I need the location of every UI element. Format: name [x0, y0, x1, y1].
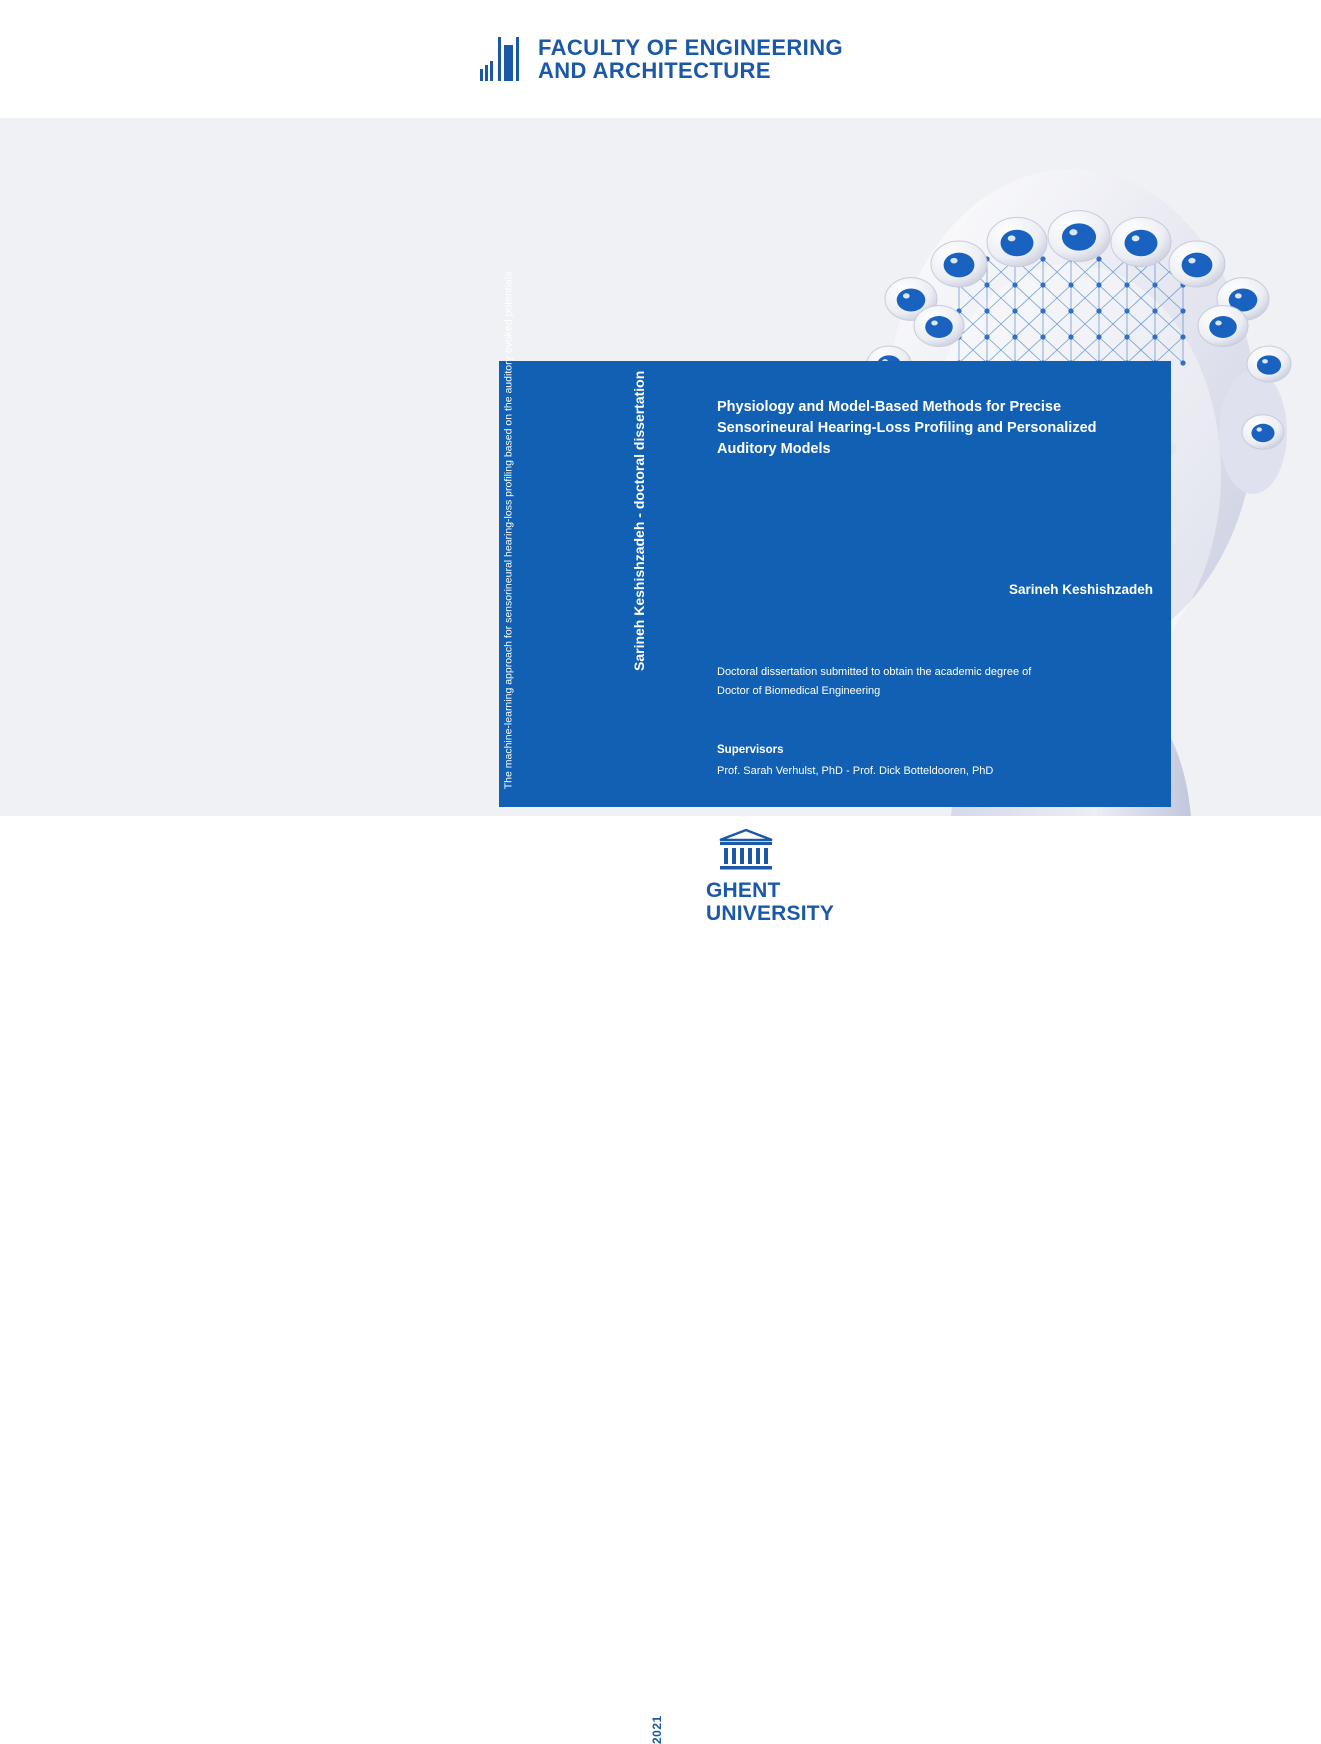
faculty-title-line1: FACULTY OF ENGINEERING — [537, 34, 843, 60]
spine-subtitle — [502, 268, 563, 789]
dissertation-title: Physiology and Model-Based Methods for Precise Sensorineural Hearing-Loss Profiling and Personalized Auditory Models — [717, 399, 1097, 458]
spine-year: 2021 — [650, 1715, 664, 1744]
faculty-logo — [478, 35, 843, 83]
cover-details — [717, 361, 1171, 807]
dissertation-author: Sarineh Keshishzadeh — [1008, 582, 1153, 597]
page-header — [0, 0, 1321, 118]
spine-author-text: Sarineh Keshishzadeh - doctoral dissertation — [631, 370, 647, 671]
degree-line-2: Doctor of Biomedical Engineering — [717, 685, 881, 698]
degree-statement — [717, 663, 1031, 702]
degree-line-1: Doctoral dissertation submitted to obtain the academic degree of — [717, 666, 1032, 678]
ghent-university-crest-icon — [716, 828, 776, 872]
faculty-title — [538, 36, 843, 83]
cover-info-panel — [499, 268, 1171, 807]
cover-artwork — [0, 118, 1321, 816]
page-footer — [0, 816, 1321, 1744]
ghent-university-logo — [706, 828, 834, 925]
ghent-university-name — [706, 880, 834, 925]
faculty-building-icon — [478, 35, 526, 83]
supervisors-names: Prof. Sarah Verhulst, PhD - Prof. Dick Botteldooren, PhD — [717, 765, 994, 777]
faculty-title-line2: AND ARCHITECTURE — [537, 58, 771, 83]
spine-subtitle-text: The machine-learning approach for sensorineural hearing-loss profiling based on the auditory evoked potentials. — [502, 268, 515, 789]
ghent-university-line2: UNIVERSITY — [706, 901, 835, 925]
supervisors-heading: Supervisors — [717, 744, 784, 756]
spine-author — [631, 370, 681, 671]
ghent-university-line1: GHENT — [706, 879, 781, 902]
